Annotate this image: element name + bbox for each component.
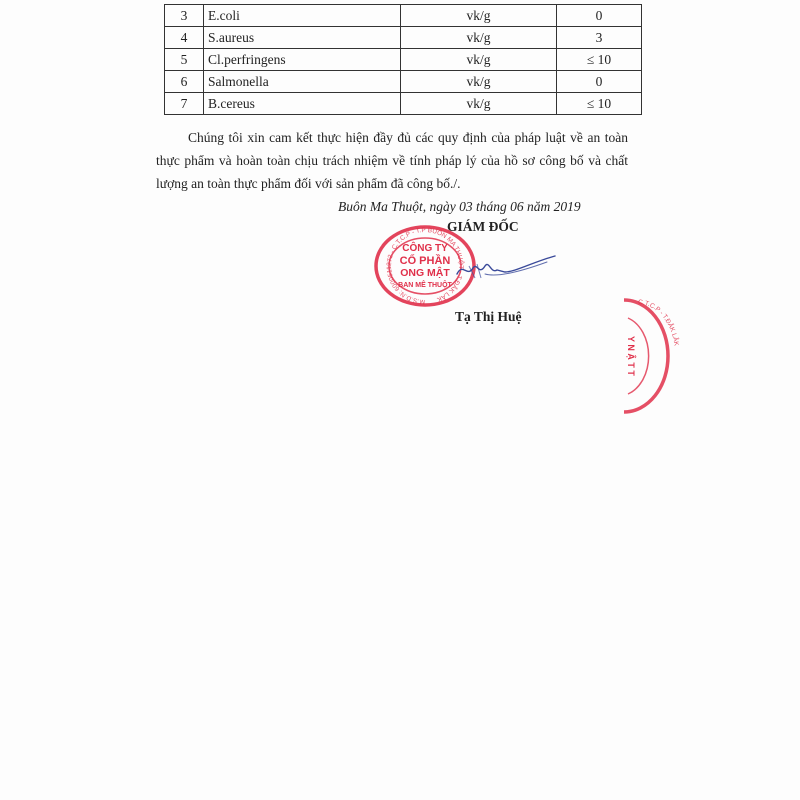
seal-line-1: CÔNG TY [402,243,448,254]
commitment-paragraph [156,126,628,195]
edge-seal-icon [620,296,680,416]
signer-name: Tạ Thị Huệ [455,309,522,324]
row-number: 3 [165,5,204,27]
limit-value: ≤ 10 [557,49,642,71]
indicator-name: B.cereus [204,93,401,115]
seal-line-4: BAN MÊ THUỘT [398,282,452,289]
indicator-name: Salmonella [204,71,401,93]
unit-cell: vk/g [401,93,557,115]
limit-value: 0 [557,5,642,27]
commitment-text: Chúng tôi xin cam kết thực hiện đầy đủ các quy định của pháp luật về an toàn thực phẩm và hoàn toàn chịu trách nhiệm về tính pháp lý của hồ sơ công bố và chất lượng an toàn thực phẩm đối với sản phẩm đã công bố./. [156,130,628,191]
edge-seal-letters: Y N Ậ T T [626,336,636,376]
test-results-body [165,5,642,115]
edge-seal-ring-text: C.T.C.P - T.ĐẮK LẮK [637,298,680,347]
table-row [165,27,642,49]
row-number: 7 [165,93,204,115]
row-number: 5 [165,49,204,71]
indicator-name: S.aureus [204,27,401,49]
unit-cell: vk/g [401,49,557,71]
unit-cell: vk/g [401,5,557,27]
indicator-name: E.coli [204,5,401,27]
unit-cell: vk/g [401,27,557,49]
row-number: 4 [165,27,204,49]
limit-value: ≤ 10 [557,93,642,115]
date-line: Buôn Ma Thuột, ngày 03 tháng 06 năm 2019 [338,199,581,214]
limit-value: 0 [557,71,642,93]
table-row [165,71,642,93]
seal-line-2: CỔ PHẦN [399,255,451,267]
director-title: GIÁM ĐỐC [447,219,519,234]
table-row [165,5,642,27]
indicator-name: Cl.perfringens [204,49,401,71]
table-row [165,49,642,71]
handwritten-signature-icon [455,248,565,288]
row-number: 6 [165,71,204,93]
seal-ring-text: M.S.D.N: 6000511272 - C.T.C.P - T.P BUÔN MA THUỘT - T.ĐẮK LẮK [386,226,465,306]
seal-line-3: ONG MẬT [400,267,450,279]
test-results-table [164,4,642,115]
table-row [165,93,642,115]
limit-value: 3 [557,27,642,49]
unit-cell: vk/g [401,71,557,93]
